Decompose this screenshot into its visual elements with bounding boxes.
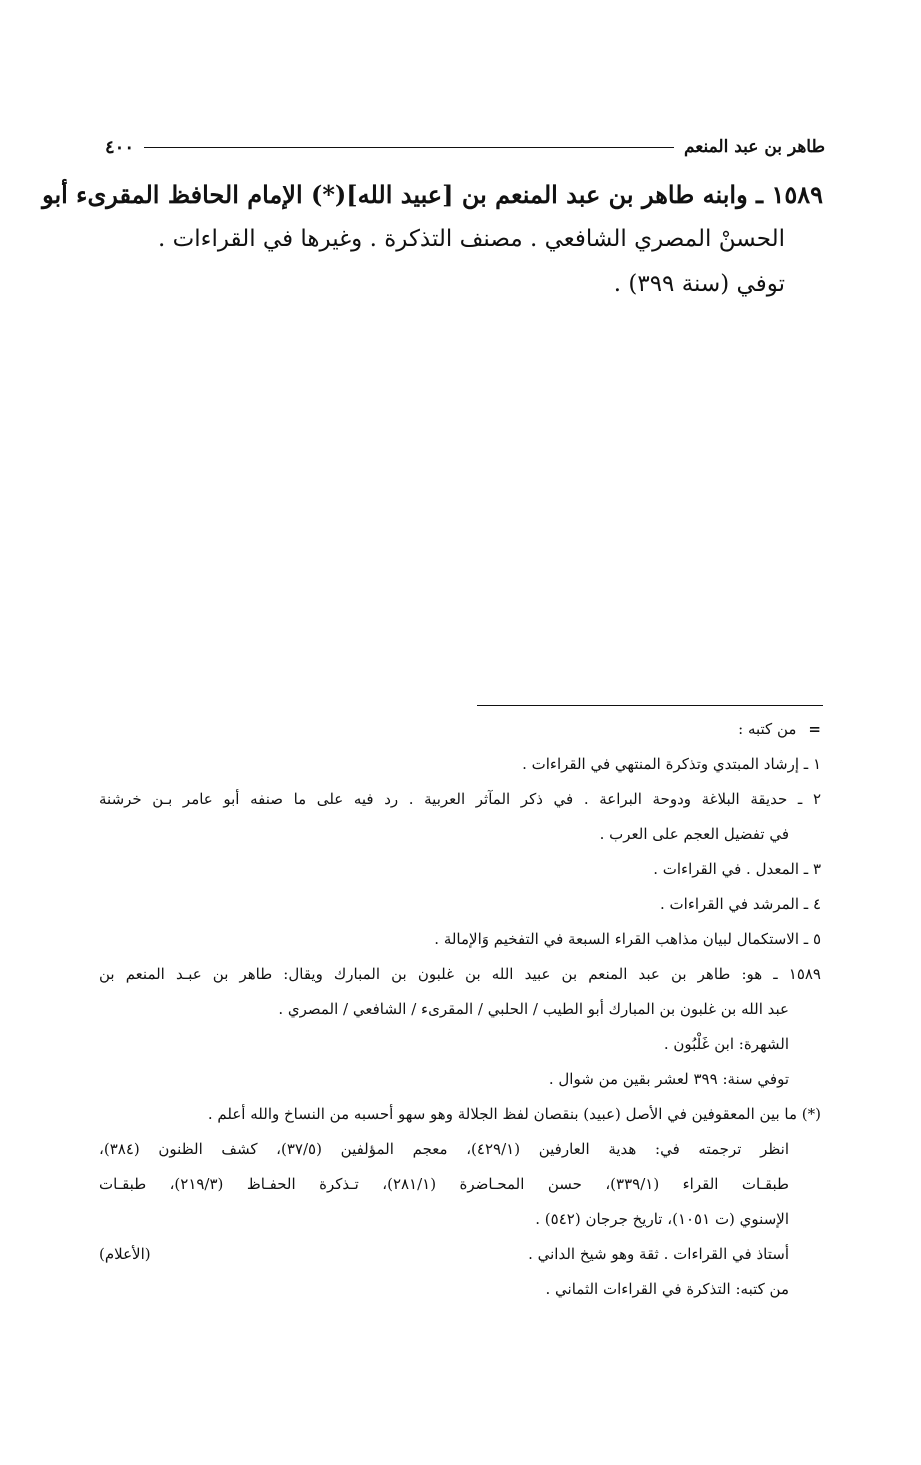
sources-line-3: الإسنوي (ت ١٠٥١)، تاريخ جرجان (٥٤٢) . — [535, 1210, 789, 1228]
alam-line-1 — [99, 1237, 821, 1272]
star-note: (*) ما بين المعقوفين في الأصل (عبيد) بنقصان لفظ الجلالة وهو سهو أحسبه من النساخ والله أعلم . — [207, 1105, 821, 1123]
sources-line-2: طبقـات القراء (٣٣٩/١)، حسن المحـاضرة (٢٨١/١)، تـذكرة الحفـاظ (٢١٩/٣)، طبقـات — [99, 1175, 789, 1193]
entry-line-2: الحسنْ المصري الشافعي . مصنف التذكرة . وغيرها في القراءات . — [158, 226, 785, 252]
alam-line-2: من كتبه: التذكرة في القراءات الثماني . — [545, 1280, 789, 1298]
alam-text: أستاذ في القراءات . ثقة وهو شيخ الداني . — [528, 1245, 789, 1263]
header-rule — [144, 147, 674, 148]
continuation-mark: = — [808, 720, 821, 738]
page-number: ٤٠٠ — [105, 136, 135, 158]
footnotes — [99, 712, 821, 1307]
book-item-4: ٤ ـ المرشد في القراءات . — [660, 895, 821, 913]
sources-line-1: انظر ترجمته في: هدية العارفين (٤٢٩/١)، معجم المؤلفين (٣٧/٥)، كشف الظنون (٣٨٤)، — [99, 1140, 790, 1158]
entry-line-1: ١٥٨٩ ـ وابنه طاهر بن عبد المنعم بن [عبيد الله](*) الإمام الحافظ المقرىء أبو — [42, 180, 823, 209]
book-item-1: ١ ـ إرشاد المبتدي وتذكرة المنتهي في القراءات . — [522, 755, 821, 773]
running-title: طاهر بن عبد المنعم — [683, 137, 825, 157]
books-heading: من كتبه : — [738, 720, 797, 738]
book-item-5: ٥ ـ الاستكمال لبيان مذاهب القراء السبعة في التفخيم وَالإمالة . — [434, 930, 821, 948]
bio-line-2: عبد الله بن غلبون بن المبارك أبو الطيب / الحلبي / المقرىء / الشافعي / المصري . — [278, 1000, 789, 1018]
bio-line-3: الشهرة: ابن غَلْبُون . — [663, 1035, 789, 1053]
book-item-3: ٣ ـ المعدل . في القراءات . — [653, 860, 821, 878]
entry-line-3: توفي (سنة ٣٩٩) . — [613, 271, 785, 297]
book-item-2-cont: في تفضيل العجم على العرب . — [599, 825, 789, 843]
running-header — [105, 130, 825, 164]
alam-source-tag: (الأعلام) — [99, 1245, 151, 1263]
footnote-separator — [477, 705, 823, 706]
main-entry — [42, 172, 823, 307]
books-heading-line — [99, 712, 821, 747]
bio-line-4: توفي سنة: ٣٩٩ لعشر بقين من شوال . — [548, 1070, 789, 1088]
bio-line-1: ١٥٨٩ ـ هو: طاهر بن عبد المنعم بن عبيد الله بن غلبون بن المبارك ويقال: طاهر بن عبـد المنعم بن — [99, 965, 821, 983]
book-item-2: ٢ ـ حديقة البلاغة ودوحة البراعة . في ذكر المآثر العربية . رد فيه على ما صنفه أبو عامر بـن خرشنة — [99, 790, 821, 808]
